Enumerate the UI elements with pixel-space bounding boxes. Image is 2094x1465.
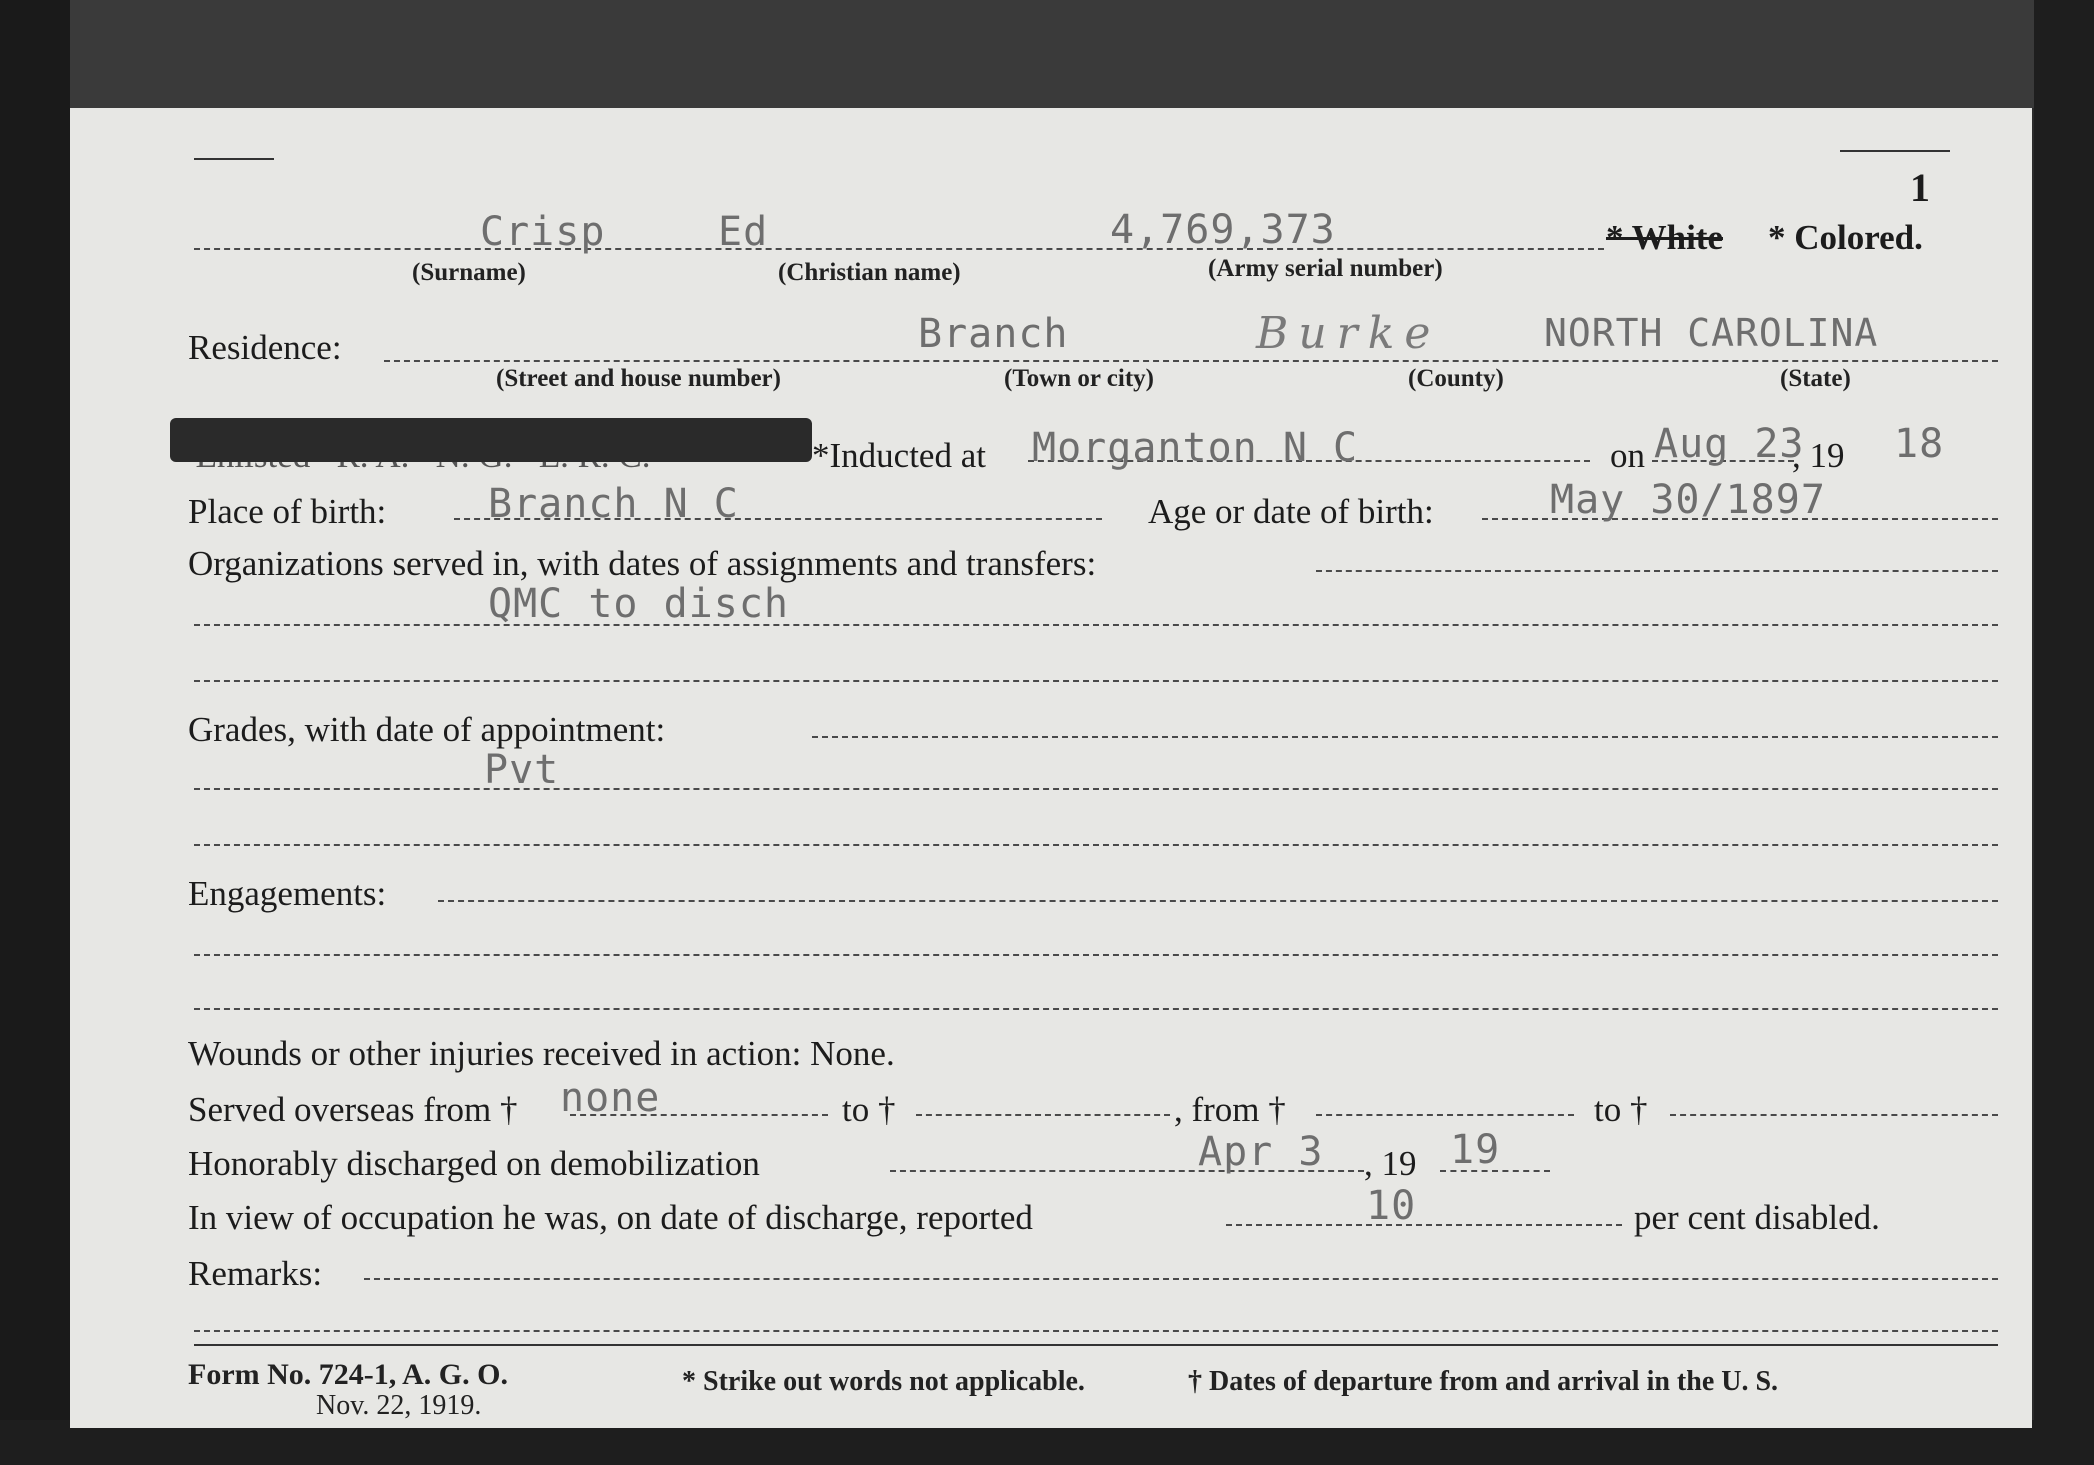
disability-suffix: per cent disabled. <box>1634 1198 1880 1237</box>
disability-label: In view of occupation he was, on date of discharge, reported <box>188 1198 1033 1237</box>
redaction-bar <box>170 418 812 462</box>
organizations-rule-2 <box>194 624 1998 626</box>
form-date: Nov. 22, 1919. <box>316 1390 482 1421</box>
remarks-rule-1 <box>364 1278 1998 1280</box>
street-caption: (Street and house number) <box>496 365 781 392</box>
residence-label: Residence: <box>188 328 342 367</box>
serial-number-caption: (Army serial number) <box>1208 255 1443 282</box>
form-number: Form No. 724-1, A. G. O. <box>188 1358 508 1391</box>
footer-divider <box>194 1344 1998 1346</box>
grades-value: Pvt <box>484 747 560 793</box>
engagements-rule-1 <box>438 900 1998 902</box>
dates-note: † Dates of departure from and arrival in the U. S. <box>1188 1366 1779 1397</box>
grades-rule-2 <box>194 788 1998 790</box>
place-of-birth-value: Branch N C <box>488 481 739 527</box>
grades-label: Grades, with date of appointment: <box>188 710 666 749</box>
scan-background-right <box>2034 0 2094 1465</box>
surname-value: Crisp <box>480 209 606 255</box>
serial-number-value: 4,769,373 <box>1110 207 1336 253</box>
corner-mark-left <box>194 158 274 160</box>
discharge-date-value: Apr 3 <box>1198 1129 1324 1175</box>
overseas-to-rule <box>916 1114 1170 1116</box>
remarks-rule-2 <box>194 1330 1998 1332</box>
residence-county-value: Burke <box>1256 308 1441 359</box>
inducted-year-prefix: , 19 <box>1792 436 1845 475</box>
state-caption: (State) <box>1780 365 1851 392</box>
remarks-label: Remarks: <box>188 1254 323 1293</box>
inducted-at-label: *Inducted at <box>812 436 986 475</box>
on-label: on <box>1610 436 1645 475</box>
age-label: Age or date of birth: <box>1148 492 1434 531</box>
disability-percent-value: 10 <box>1366 1183 1417 1229</box>
disability-rule <box>1226 1224 1622 1226</box>
date-of-birth-value: May 30/1897 <box>1550 477 1826 523</box>
residence-state-value: NORTH CAROLINA <box>1544 311 1879 355</box>
overseas-to-label: to † <box>842 1090 896 1129</box>
card-number: 1 <box>1910 165 1930 210</box>
discharge-year-prefix: , 19 <box>1364 1144 1417 1183</box>
wounds-label: Wounds or other injuries received in action: None. <box>188 1034 895 1073</box>
strike-out-note: * Strike out words not applicable. <box>682 1366 1085 1397</box>
inducted-date-value: Aug 23 <box>1654 421 1805 467</box>
discharge-label: Honorably discharged on demobilization <box>188 1144 760 1183</box>
engagements-rule-2 <box>194 954 1998 956</box>
inducted-year-value: 18 <box>1894 421 1945 467</box>
service-record-card <box>70 108 2032 1428</box>
scan-background-left <box>0 0 70 1465</box>
overseas-to2-label: to † <box>1594 1090 1648 1129</box>
engagements-rule-3 <box>194 1008 1998 1010</box>
overseas-to2-rule <box>1670 1114 1998 1116</box>
town-caption: (Town or city) <box>1004 365 1154 392</box>
inducted-at-value: Morganton N C <box>1032 425 1359 471</box>
organizations-rule-1 <box>1316 570 1998 572</box>
overseas-label: Served overseas from † <box>188 1090 518 1129</box>
name-rule <box>194 248 1604 250</box>
residence-rule <box>384 360 1998 362</box>
county-caption: (County) <box>1408 365 1504 392</box>
scan-background-top <box>0 0 2094 108</box>
organizations-value: QMC to disch <box>488 581 789 627</box>
race-colored-label: * Colored. <box>1768 218 1923 257</box>
organizations-rule-3 <box>194 680 1998 682</box>
organizations-label: Organizations served in, with dates of assignments and transfers: <box>188 544 1097 583</box>
engagements-label: Engagements: <box>188 874 387 913</box>
discharge-year-value: 19 <box>1450 1127 1501 1173</box>
grades-rule-1 <box>812 736 1998 738</box>
corner-mark-right <box>1840 150 1950 152</box>
overseas-from2-label: , from † <box>1174 1090 1286 1129</box>
grades-rule-3 <box>194 844 1998 846</box>
race-white-label: * White <box>1606 218 1723 257</box>
overseas-from-value: none <box>560 1075 661 1121</box>
surname-caption: (Surname) <box>412 259 526 286</box>
overseas-from2-rule <box>1316 1114 1574 1116</box>
christian-name-caption: (Christian name) <box>778 259 961 286</box>
christian-name-value: Ed <box>718 209 769 255</box>
place-of-birth-label: Place of birth: <box>188 492 387 531</box>
residence-town-value: Branch <box>918 311 1069 357</box>
